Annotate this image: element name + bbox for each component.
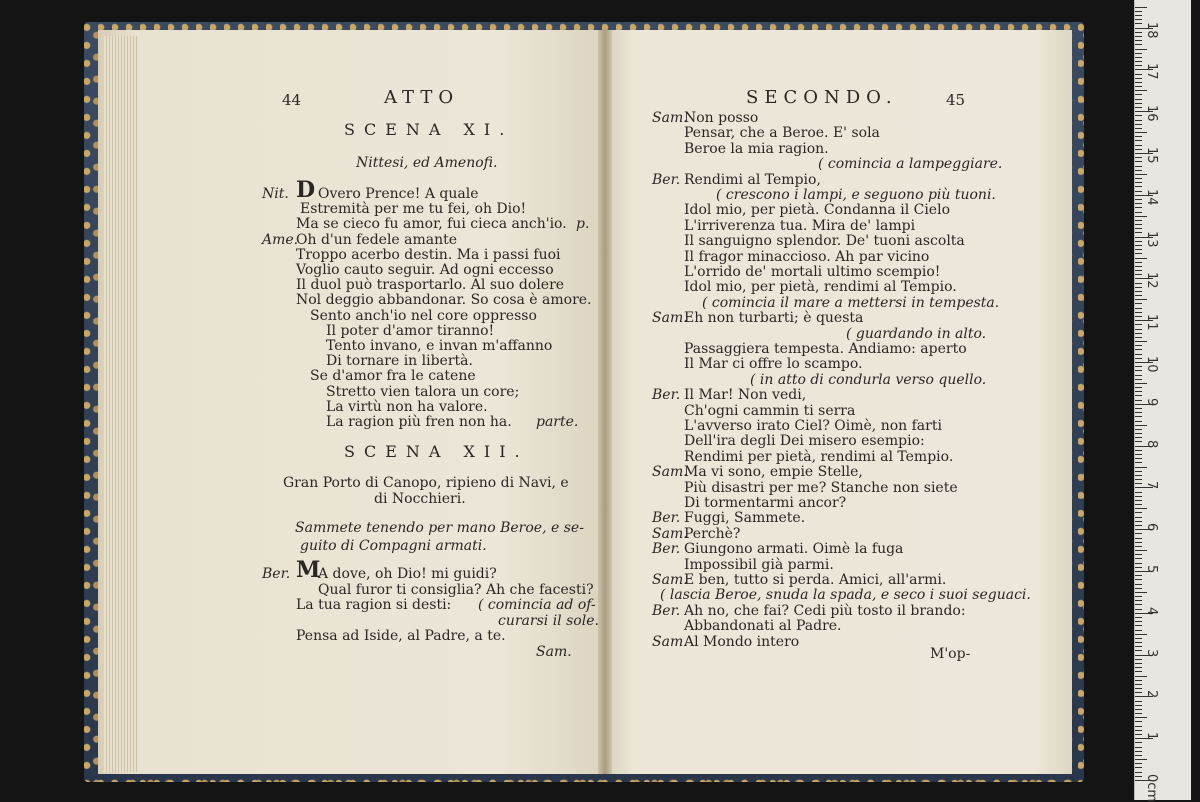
- ruler-label: 3: [1144, 648, 1159, 657]
- verse-line: Sento anch'io nel core oppresso: [310, 307, 537, 324]
- ruler-tick: [1135, 345, 1142, 346]
- ruler-tick: [1135, 554, 1142, 555]
- verse-line: Nol deggio abbandonar. So cosa è amore.: [296, 292, 592, 309]
- ruler-tick: [1135, 604, 1142, 605]
- ruler-tick: [1135, 496, 1142, 497]
- page-number-left: 44: [282, 91, 302, 109]
- ruler-label: 17: [1144, 63, 1159, 80]
- ruler-tick: [1135, 11, 1142, 12]
- ruler-tick: [1135, 575, 1142, 576]
- ruler-tick: [1135, 299, 1147, 300]
- ruler-label: 18: [1144, 21, 1159, 39]
- scene2-direction-line-1: Sammete tenendo per mano Beroe, e se-: [295, 520, 584, 536]
- ruler-tick: [1135, 625, 1142, 626]
- verse-line: L'avverso irato Ciel? Oimè, non farti: [684, 418, 942, 434]
- ruler-tick: [1135, 579, 1142, 580]
- ruler-tick: [1135, 425, 1147, 426]
- ruler-tick: [1135, 207, 1142, 208]
- verse-line: E ben, tutto si perda. Amici, all'armi.: [684, 572, 947, 588]
- ruler-tick: [1135, 375, 1142, 376]
- ruler-tick: [1135, 546, 1142, 547]
- verse-line: La ragion più fren non ha.: [326, 414, 512, 430]
- ruler-tick: [1135, 291, 1142, 292]
- ruler-tick: [1135, 324, 1142, 325]
- ruler-tick: [1135, 584, 1142, 585]
- ruler-tick: [1135, 479, 1142, 480]
- ruler-tick: [1135, 216, 1147, 217]
- ruler-tick: [1135, 617, 1142, 618]
- ruler-tick: [1135, 659, 1142, 660]
- ruler-tick: [1135, 157, 1142, 158]
- ruler-tick: [1135, 136, 1142, 137]
- ruler-tick: [1135, 103, 1142, 104]
- verse-line: Di tornare in libertà.: [326, 353, 473, 370]
- ruler-tick: [1135, 354, 1142, 355]
- verse-line: Il Mar! Non vedi,: [684, 387, 807, 404]
- ruler-tick: [1135, 82, 1142, 83]
- ruler-tick: [1135, 433, 1142, 434]
- ruler-tick: [1135, 36, 1142, 37]
- ruler-tick: [1135, 395, 1142, 396]
- ruler-tick: [1135, 713, 1142, 714]
- stage-direction: ( comincia il mare a mettersi in tempesta.: [702, 294, 1000, 311]
- ruler-tick: [1135, 53, 1142, 54]
- verse-line: Il duol può trasportarlo. Al suo dolere: [296, 277, 565, 294]
- ruler-tick: [1135, 253, 1142, 254]
- page-edges: [104, 36, 138, 772]
- ruler-tick: [1135, 638, 1142, 639]
- ruler-tick: [1135, 258, 1147, 259]
- verse-line: Idol mio, per pietà. Condanna il Cielo: [684, 202, 950, 219]
- verse-line: Passaggiera tempesta. Andiamo: aperto: [684, 341, 967, 357]
- ruler-tick: [1135, 19, 1142, 20]
- verse-line: Beroe la mia ragion.: [684, 140, 829, 157]
- ruler-tick: [1135, 688, 1142, 689]
- verse-line: Rendimi per pietà, rendimi al Tempio.: [684, 448, 954, 465]
- ruler-tick: [1135, 726, 1142, 727]
- ruler-tick: [1135, 140, 1142, 141]
- ruler-tick: [1135, 767, 1142, 768]
- ruler-label: 10: [1144, 356, 1159, 373]
- ruler-label: 16: [1144, 105, 1159, 122]
- verse-line: Idol mio, per pietà, rendimi al Tempio.: [684, 279, 957, 296]
- ruler-tick: [1135, 701, 1142, 702]
- ruler-tick: [1135, 65, 1142, 66]
- verse-line: Fuggi, Sammete.: [684, 510, 806, 527]
- ruler-tick: [1135, 684, 1142, 685]
- verse-line: Qual furor ti consiglia? Ah che facesti?: [318, 581, 594, 598]
- ruler-label: 1: [1144, 732, 1159, 741]
- ruler-label: 0cm: [1144, 774, 1159, 802]
- ruler-label: 12: [1144, 272, 1159, 289]
- library-stamp: [540, 400, 660, 510]
- ruler-tick: [1135, 178, 1142, 179]
- ruler-label: 9: [1144, 397, 1159, 407]
- ruler-tick: [1135, 776, 1142, 777]
- scene2-title: SCENA XII.: [344, 442, 529, 461]
- ruler-tick: [1135, 671, 1142, 672]
- verse-line: L'orrido de' mortali ultimo scempio!: [684, 264, 941, 280]
- stage-direction: ( crescono i lampi, e seguono più tuoni.: [716, 187, 996, 203]
- ruler-tick: [1135, 358, 1142, 359]
- ruler-tick: [1135, 249, 1142, 250]
- ruler-tick: [1135, 7, 1147, 8]
- verse-line: Pensa ad Iside, al Padre, a te.: [296, 628, 506, 645]
- ruler-tick: [1135, 721, 1142, 722]
- ruler-tick: [1135, 86, 1142, 87]
- ruler-tick: [1135, 412, 1142, 413]
- stage-direction: ( guardando in alto.: [846, 325, 987, 342]
- ruler-tick: [1135, 391, 1142, 392]
- scene2-setting-line-1: Gran Porto di Canopo, ripieno di Navi, e: [283, 475, 569, 491]
- ruler-tick: [1135, 609, 1142, 610]
- verse-line: La tua ragion si desti:: [296, 597, 452, 614]
- ruler-tick: [1135, 15, 1142, 16]
- ruler-tick: [1135, 751, 1142, 752]
- ruler-tick: [1135, 467, 1147, 468]
- ruler-label: 5: [1144, 565, 1159, 574]
- ruler-tick: [1135, 508, 1147, 509]
- ruler-tick: [1135, 166, 1142, 167]
- ruler-tick: [1135, 107, 1142, 108]
- ruler-tick: [1135, 538, 1142, 539]
- ruler-tick: [1135, 199, 1142, 200]
- ruler-tick: [1135, 437, 1142, 438]
- verse-line: La virtù non ha valore.: [326, 398, 488, 415]
- speaker-label: Ber.: [262, 566, 291, 582]
- ruler-tick: [1135, 454, 1142, 455]
- ruler-tick: [1135, 115, 1142, 116]
- speaker-label: Ber.: [652, 171, 681, 188]
- stage-direction: ( in atto di condurla verso quello.: [750, 371, 987, 388]
- ruler-tick: [1135, 232, 1142, 233]
- ruler-tick: [1135, 78, 1142, 79]
- scene-title: SCENA XI.: [344, 120, 514, 139]
- ruler-tick: [1135, 667, 1142, 668]
- ruler-tick: [1135, 680, 1142, 681]
- ruler-tick: [1135, 709, 1142, 710]
- running-head-right: SECONDO.: [746, 87, 898, 108]
- ruler-tick: [1135, 663, 1142, 664]
- ruler-tick: [1135, 692, 1142, 693]
- ruler-tick: [1135, 542, 1142, 543]
- ruler-tick: [1135, 747, 1142, 748]
- verse-line: Dell'ira degli Dei misero esempio:: [684, 433, 925, 450]
- verse-line: Ah no, che fai? Cedi più tosto il brando:: [684, 602, 966, 619]
- verse-line: Se d'amor fra le catene: [310, 368, 476, 385]
- scene2-direction-line-2: guito di Compagni armati.: [300, 538, 487, 554]
- ruler-tick: [1135, 630, 1142, 631]
- speaker-label: Sam.: [652, 310, 688, 327]
- speaker-label: Sam.: [652, 464, 688, 481]
- ruler-label: 8: [1144, 439, 1159, 448]
- ruler-tick: [1135, 303, 1142, 304]
- drop-cap: M: [296, 557, 321, 583]
- ruler-tick: [1135, 170, 1142, 171]
- speaker-label: Sam.: [652, 633, 688, 650]
- ruler-tick: [1135, 634, 1147, 635]
- stage-direction: ( lascia Beroe, snuda la spada, e seco i suoi seguaci.: [660, 587, 1031, 604]
- ruler-tick: [1135, 646, 1142, 647]
- ruler-tick: [1135, 120, 1142, 121]
- ruler-tick: [1135, 370, 1142, 371]
- ruler-tick: [1135, 283, 1142, 284]
- verse-line: Pensar, che a Beroe. E' sola: [684, 125, 880, 142]
- ruler-tick: [1135, 145, 1142, 146]
- ruler-tick: [1135, 600, 1142, 601]
- speaker-label: Ber.: [652, 510, 681, 527]
- ruler-tick: [1135, 270, 1142, 271]
- verse-line: L'irriverenza tua. Mira de' lampi: [684, 217, 916, 234]
- ruler-tick: [1135, 341, 1147, 342]
- ruler-tick: [1135, 492, 1142, 493]
- verse-line: Overo Prence! A quale: [318, 186, 479, 202]
- ruler-tick: [1135, 99, 1142, 100]
- ruler-tick: [1135, 228, 1142, 229]
- speaker-label: Ber.: [652, 541, 681, 558]
- ruler-tick: [1135, 94, 1142, 95]
- ruler-tick: [1135, 287, 1142, 288]
- ruler-tick: [1135, 512, 1142, 513]
- verse-line: Il fragor minaccioso. Ah par vicino: [684, 248, 930, 265]
- ruler-tick: [1135, 295, 1142, 296]
- ruler-tick: [1135, 308, 1142, 309]
- stage-direction: ( comincia a lampeggiare.: [818, 156, 1003, 173]
- ruler-tick: [1135, 416, 1142, 417]
- ruler-tick: [1135, 203, 1142, 204]
- verse-line: A dove, oh Dio! mi guidi?: [318, 566, 497, 582]
- ruler-tick: [1135, 400, 1142, 401]
- ruler-label: 2: [1144, 690, 1159, 699]
- ruler-tick: [1135, 337, 1142, 338]
- ruler-tick: [1135, 132, 1147, 133]
- verse-line: Perchè?: [684, 525, 741, 542]
- ruler-label: 6: [1144, 523, 1159, 532]
- ruler-tick: [1135, 772, 1142, 773]
- verse-line: Impossibil già parmi.: [684, 556, 834, 573]
- ruler-tick: [1135, 475, 1142, 476]
- verse-line: Rendimi al Tempio,: [684, 171, 821, 188]
- ruler-tick: [1135, 161, 1142, 162]
- ruler-label: 13: [1144, 230, 1159, 248]
- scene2-setting-line-2: di Nocchieri.: [374, 491, 466, 507]
- ruler-tick: [1135, 596, 1142, 597]
- speaker-label: Sam.: [652, 525, 688, 542]
- ruler-tick: [1135, 592, 1147, 593]
- ruler-tick: [1135, 558, 1142, 559]
- ruler-tick: [1135, 450, 1142, 451]
- scene-characters: Nittesi, ed Amenofi.: [356, 155, 498, 171]
- verse-line: Abbandonati al Padre.: [684, 618, 842, 635]
- speaker-label: Ber.: [652, 602, 681, 619]
- verse-line: Giungono armati. Oimè la fuga: [684, 541, 904, 558]
- measuring-ruler: [1134, 0, 1191, 800]
- ruler-tick: [1135, 44, 1142, 45]
- ruler-tick: [1135, 504, 1142, 505]
- ruler-tick: [1135, 174, 1147, 175]
- ruler-tick: [1135, 441, 1142, 442]
- ruler-tick: [1135, 650, 1142, 651]
- running-head-left: ATTO: [384, 87, 460, 108]
- verse-line: Tento invano, e invan m'affanno: [326, 338, 553, 354]
- ruler-label: 11: [1144, 314, 1159, 331]
- verse-line: Ma se cieco fu amor, fui cieca anch'io.: [296, 216, 567, 233]
- ruler-tick: [1135, 429, 1142, 430]
- ruler-tick: [1135, 191, 1142, 192]
- ruler-tick: [1135, 74, 1142, 75]
- ruler-tick: [1135, 124, 1142, 125]
- ruler-tick: [1135, 742, 1142, 743]
- ruler-tick: [1135, 383, 1147, 384]
- stage-direction: ( comincia ad of-: [478, 597, 596, 614]
- ruler-tick: [1135, 182, 1142, 183]
- ruler-tick: [1135, 220, 1142, 221]
- ruler-tick: [1135, 245, 1142, 246]
- speaker-label: Ame.: [262, 231, 299, 248]
- ruler-tick: [1135, 458, 1142, 459]
- ruler-label: 4: [1144, 606, 1159, 616]
- ruler-tick: [1135, 563, 1142, 564]
- verse-line: Oh d'un fedele amante: [296, 231, 458, 248]
- ruler-tick: [1135, 517, 1142, 518]
- verse-line: Ch'ogni cammin ti serra: [684, 402, 856, 419]
- ruler-tick: [1135, 755, 1142, 756]
- ruler-tick: [1135, 274, 1142, 275]
- speaker-label: Nit.: [262, 186, 289, 202]
- ruler-tick: [1135, 90, 1147, 91]
- ruler-tick: [1135, 379, 1142, 380]
- ruler-tick: [1135, 621, 1142, 622]
- ruler-tick: [1135, 128, 1142, 129]
- ruler-tick: [1135, 567, 1142, 568]
- ruler-tick: [1135, 483, 1142, 484]
- ruler-tick: [1135, 471, 1142, 472]
- speaker-label: Sam.: [652, 110, 688, 126]
- verse-line: Voglio cauto seguir. Ad ogni eccesso: [296, 262, 554, 278]
- ruler-tick: [1135, 717, 1147, 718]
- ruler-tick: [1135, 366, 1142, 367]
- verse-line: Troppo acerbo destin. Ma i passi fuoi: [296, 246, 561, 263]
- verse-line: Stretto vien talora un core;: [326, 383, 520, 400]
- verse-line: Il poter d'amor tiranno!: [326, 322, 495, 339]
- speaker-label: Ber.: [652, 387, 681, 404]
- ruler-tick: [1135, 32, 1142, 33]
- ruler-label: 14: [1144, 188, 1159, 206]
- ruler-tick: [1135, 186, 1142, 187]
- ruler-tick: [1135, 333, 1142, 334]
- verse-line: Eh non turbarti; è questa: [684, 310, 864, 327]
- ruler-tick: [1135, 759, 1147, 760]
- stage-direction: p.: [576, 216, 590, 233]
- drop-cap: D: [296, 177, 316, 203]
- ruler-tick: [1135, 588, 1142, 589]
- page-number-right: 45: [946, 91, 966, 109]
- verse-line: Il sanguigno splendor. De' tuoni ascolta: [684, 233, 965, 250]
- ruler-tick: [1135, 676, 1147, 677]
- ruler-tick: [1135, 23, 1142, 24]
- verse-line: Ma vi sono, empie Stelle,: [684, 464, 863, 481]
- ruler-tick: [1135, 730, 1142, 731]
- ruler-tick: [1135, 241, 1142, 242]
- ruler-tick: [1135, 212, 1142, 213]
- verse-line: Non posso: [684, 110, 759, 126]
- ruler-tick: [1135, 61, 1142, 62]
- ruler-tick: [1135, 149, 1142, 150]
- ruler-tick: [1135, 349, 1142, 350]
- stage-direction: parte.: [536, 414, 579, 430]
- ruler-tick: [1135, 500, 1142, 501]
- ruler-tick: [1135, 312, 1142, 313]
- ruler-tick: [1135, 57, 1142, 58]
- ruler-tick: [1135, 316, 1142, 317]
- ruler-tick: [1135, 763, 1142, 764]
- ruler-tick: [1135, 49, 1147, 50]
- ruler-tick: [1135, 642, 1142, 643]
- ruler-tick: [1135, 224, 1142, 225]
- ruler-tick: [1135, 262, 1142, 263]
- ruler-tick: [1135, 40, 1142, 41]
- catchword-left: Sam.: [536, 644, 572, 660]
- ruler-tick: [1135, 705, 1142, 706]
- ruler-tick: [1135, 525, 1142, 526]
- ruler-tick: [1135, 329, 1142, 330]
- ruler-tick: [1135, 734, 1142, 735]
- ruler-tick: [1135, 266, 1142, 267]
- ruler-tick: [1135, 408, 1142, 409]
- verse-line: Estremità per me tu fei, oh Dio!: [300, 201, 527, 218]
- verse-line: Al Mondo intero: [684, 633, 800, 650]
- speaker-label: Sam.: [652, 572, 688, 588]
- stage-direction: curarsi il sole.: [498, 612, 599, 629]
- catchword-right: M'op-: [930, 646, 971, 662]
- verse-line: Più disastri per me? Stanche non siete: [684, 479, 958, 496]
- ruler-label: 7: [1144, 481, 1159, 490]
- ruler-label: 15: [1144, 147, 1159, 164]
- ruler-tick: [1135, 521, 1142, 522]
- ruler-tick: [1135, 421, 1142, 422]
- ruler-tick: [1135, 387, 1142, 388]
- verse-line: Di tormentarmi ancor?: [684, 495, 847, 511]
- ruler-tick: [1135, 462, 1142, 463]
- ruler-tick: [1135, 533, 1142, 534]
- verse-line: Il Mar ci offre lo scampo.: [684, 356, 863, 373]
- ruler-tick: [1135, 550, 1147, 551]
